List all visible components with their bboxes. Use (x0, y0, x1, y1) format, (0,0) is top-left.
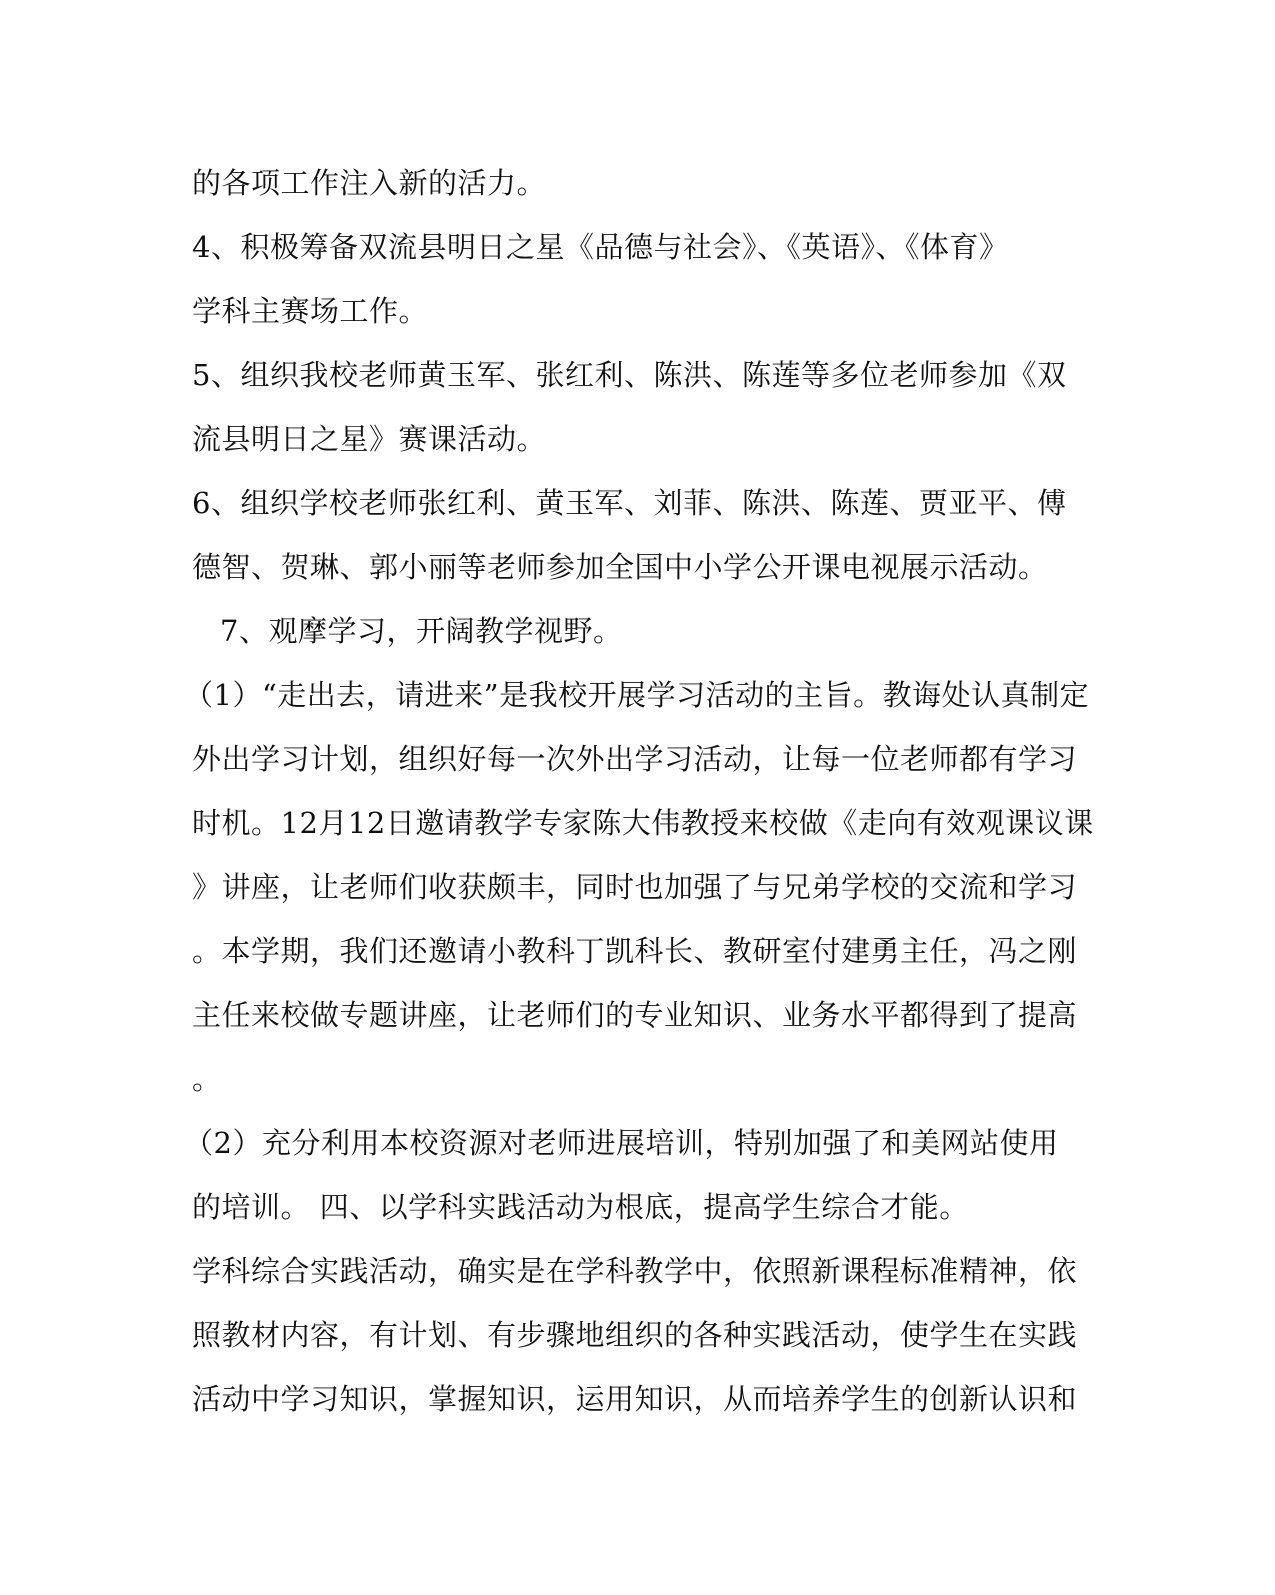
text-line: （2）充分利用本校资源对老师进展培训，特别加强了和美网站使用 (184, 1126, 1059, 1160)
text-line: 》讲座，让老师们收获颇丰，同时也加强了与兄弟学校的交流和学习 (192, 870, 1078, 904)
text-line: （1）“走出去，请进来”是我校开展学习活动的主旨。教诲处认真制定 (184, 678, 1090, 712)
text-line: 学科主赛场工作。 (192, 294, 429, 328)
text-line: 学科综合实践活动，确实是在学科教学中，依照新课程标准精神，依 (192, 1254, 1078, 1288)
text-line: 7、观摩学习，开阔教学视野。 (220, 614, 623, 648)
text-line: 时机。12月12日邀请教学专家陈大伟教授来校做《走向有效观课议课 (192, 806, 1094, 840)
text-line: 4、积极筹备双流县明日之星《品德与社会》、《英语》、《体育》 (192, 230, 1009, 264)
text-line: 照教材内容，有计划、有步骤地组织的各种实践活动，使学生在实践 (192, 1318, 1078, 1352)
text-line: 6、组织学校老师张红利、黄玉军、刘菲、陈洪、陈莲、贾亚平、傅 (192, 486, 1067, 520)
text-line: 活动中学习知识，掌握知识，运用知识，从而培养学生的创新认识和 (192, 1382, 1078, 1416)
text-line: 。本学期，我们还邀请小教科丁凯科长、教研室付建勇主任，冯之刚 (192, 934, 1078, 968)
text-line: 德智、贺琳、郭小丽等老师参加全国中小学公开课电视展示活动。 (192, 550, 1048, 584)
text-line: 的培训。 四、以学科实践活动为根底，提高学生综合才能。 (192, 1190, 969, 1224)
text-line: 的各项工作注入新的活力。 (192, 166, 547, 200)
text-line: 5、组织我校老师黄玉军、张红利、陈洪、陈莲等多位老师参加《双 (192, 358, 1067, 392)
text-line: 外出学习计划，组织好每一次外出学习活动，让每一位老师都有学习 (192, 742, 1078, 776)
text-line: 主任来校做专题讲座，让老师们的专业知识、业务水平都得到了提高 (192, 998, 1078, 1032)
text-line: 。 (192, 1062, 222, 1096)
text-line: 流县明日之星》赛课活动。 (192, 422, 547, 456)
